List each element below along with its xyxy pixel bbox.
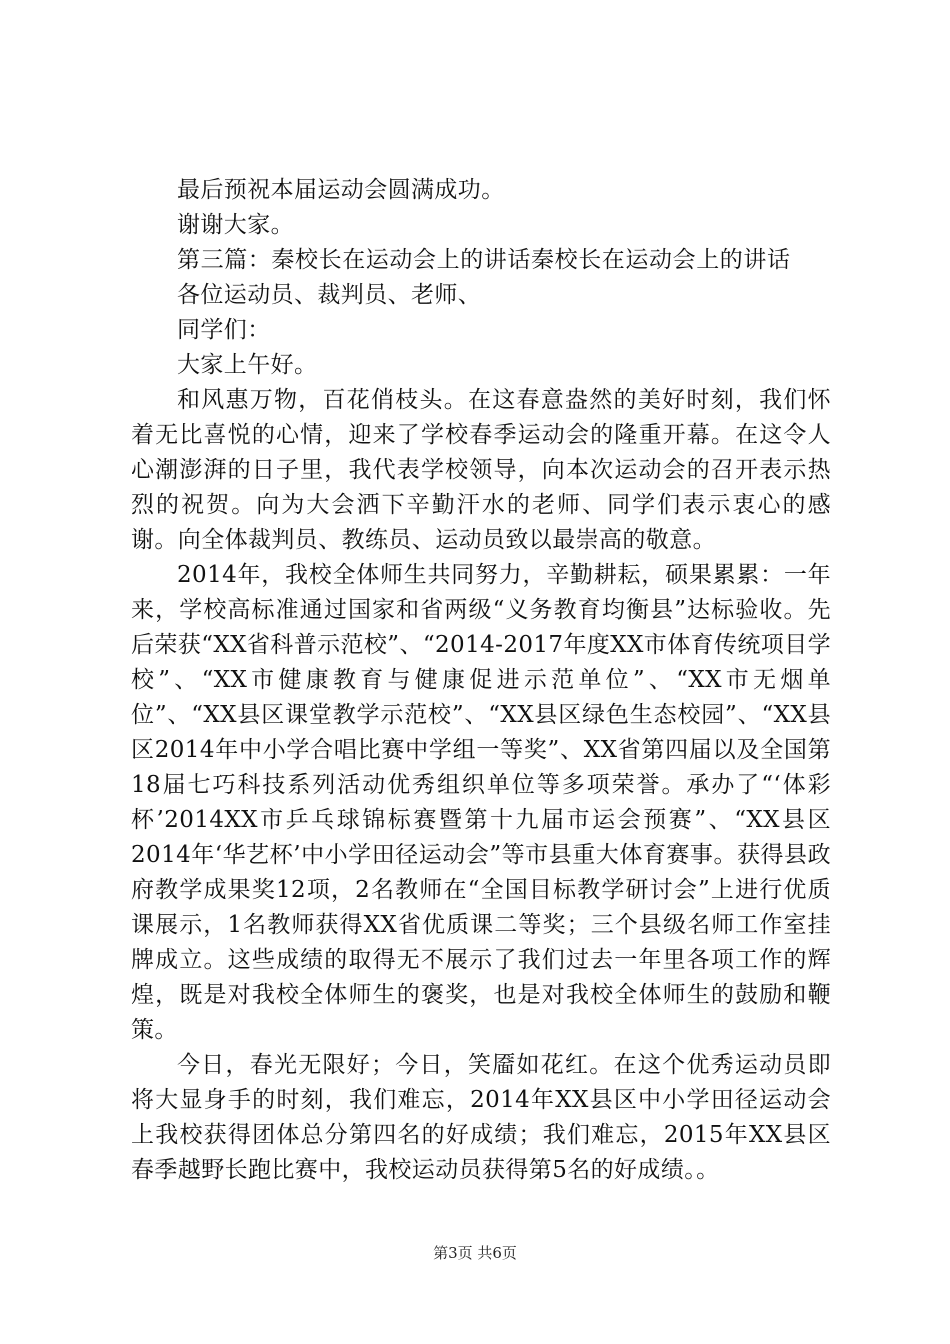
page-footer: 第3页 共6页 — [433, 1244, 517, 1262]
paragraph-today: 今日，春光无限好；今日，笑靥如花红。在这个优秀运动员即将大显身手的时刻，我们难忘，2014年XX县区中小学田径运动会上我校获得团体总分第四名的好成绩；我们难忘，2015年XX县区春季越野长跑比赛中，我校运动员获得第5名的好成绩。。 — [131, 1052, 831, 1183]
paragraph-greeting: 大家上午好。 — [177, 352, 318, 378]
section-heading: 第三篇：秦校长在运动会上的讲话秦校长在运动会上的讲话 — [177, 247, 791, 273]
paragraph-closing-wish: 最后预祝本届运动会圆满成功。 — [177, 177, 505, 203]
paragraph-achievements: 2014年，我校全体师生共同努力，辛勤耕耘，硕果累累：一年来，学校高标准通过国家和省两级“义务教育均衡县”达标验收。先后荣获“XX省科普示范校”、“2014-2017年度XX市体育传统项目学校”、“XX市健康教育与健康促进示范单位”、“XX市无烟单位”、“XX县区课堂教学示范校”、“XX县区绿色生态校园”、“XX县区2014年中小学合唱比赛中学组一等奖”、XX省第四届以及全国第18届七巧科技系列活动优秀组织单位等多项荣誉。承办了“‘体彩杯’2014XX市乒乓球锦标赛暨第十九届市运会预赛”、“XX县区2014年‘华艺杯’中小学田径运动会”等市县重大体育赛事。获得县政府教学成果奖12项，2名教师在“全国目标教学研讨会”上进行优质课展示，1名教师获得XX省优质课二等奖；三个县级名师工作室挂牌成立。这些成绩的取得无不展示了我们过去一年里各项工作的辉煌，既是对我校全体师生的褒奖，也是对我校全体师生的鼓励和鞭策。 — [131, 562, 832, 1043]
document-body — [131, 173, 831, 1188]
paragraph-salutation: 各位运动员、裁判员、老师、 — [177, 282, 482, 308]
paragraph-salutation-students: 同学们： — [177, 317, 271, 343]
paragraph-opening: 和风惠万物，百花俏枝头。在这春意盎然的美好时刻，我们怀着无比喜悦的心情，迎来了学校春季运动会的隆重开幕。在这令人心潮澎湃的日子里，我代表学校领导，向本次运动会的召开表示热烈的祝贺。向为大会洒下辛勤汗水的老师、同学们表示衷心的感谢。向全体裁判员、教练员、运动员致以最崇高的敬意。 — [131, 387, 831, 553]
paragraph-thanks: 谢谢大家。 — [177, 212, 294, 238]
